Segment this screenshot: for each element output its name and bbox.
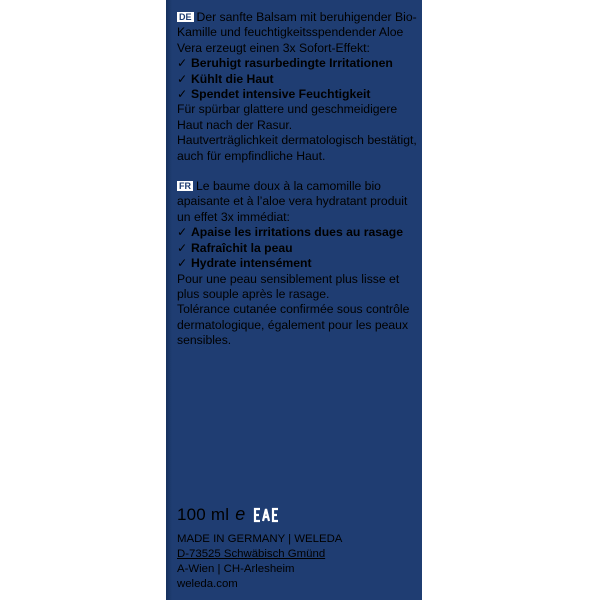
de-language-tag: DE: [179, 12, 192, 22]
list-item: ✓ Rafraîchit la peau: [177, 240, 293, 255]
fr-language-tag: FR: [179, 181, 191, 192]
check-icon: ✓: [177, 240, 188, 255]
volume-row: [177, 504, 279, 525]
list-item: ✓ Kühlt die Haut: [177, 71, 274, 86]
address-line-1: MADE IN GERMANY | WELEDA: [177, 533, 343, 545]
volume-amount: 100 ml: [177, 504, 230, 524]
list-item: ✓ Spendet intensive Feuchtigkeit: [177, 87, 371, 102]
package-fold-shadow: [166, 0, 172, 600]
fr-body-2: Tolérance cutanée confirmée sous contrôle dermatologique, également pour les peaux sensibles.: [177, 302, 410, 348]
list-item: ✓ Apaise les irritations dues au rasage: [177, 225, 404, 240]
fr-intro: FR Le baume doux à la camomille bio apaisante et à l’aloe vera hydratant produit un effet 3x immédiat:: [177, 179, 408, 224]
address-line-3: A-Wien | CH-Arlesheim: [177, 563, 295, 575]
de-intro: DE Der sanfte Balsam mit beruhigender Bio-Kamille und feuchtigkeitsspendender Aloe Vera erzeugt einen 3x Sofort-Effekt:: [177, 10, 417, 55]
address-line-2: D-73525 Schwäbisch Gmünd: [177, 548, 326, 560]
fr-body-1: Pour une peau sensiblement plus lisse et plus souple après le rasage.: [177, 271, 400, 301]
check-icon: ✓: [177, 87, 188, 102]
product-description: [177, 10, 417, 349]
manufacturer-address: [177, 532, 407, 592]
check-icon: ✓: [177, 225, 188, 240]
eac-mark-icon: [253, 507, 279, 523]
check-icon: ✓: [177, 71, 188, 86]
de-body-1: Für spürbar glattere und geschmeidigere Haut nach der Rasur.: [177, 102, 398, 132]
estimated-sign-icon: e: [235, 504, 246, 524]
check-icon: ✓: [177, 256, 188, 271]
eac-mark-text: EAC: [253, 506, 257, 508]
list-item: ✓ Beruhigt rasurbedingte Irritationen: [177, 56, 393, 71]
fr-benefit-list: [177, 225, 417, 271]
de-benefit-list: [177, 56, 417, 102]
check-icon: ✓: [177, 56, 188, 71]
eac-mark-svg: [253, 507, 279, 523]
list-item: ✓ Hydrate intensément: [177, 256, 312, 271]
website-text: weleda.com: [177, 578, 238, 590]
de-body-2: Hautverträglichkeit dermatologisch bestätigt, auch für empfindliche Haut.: [177, 133, 417, 163]
